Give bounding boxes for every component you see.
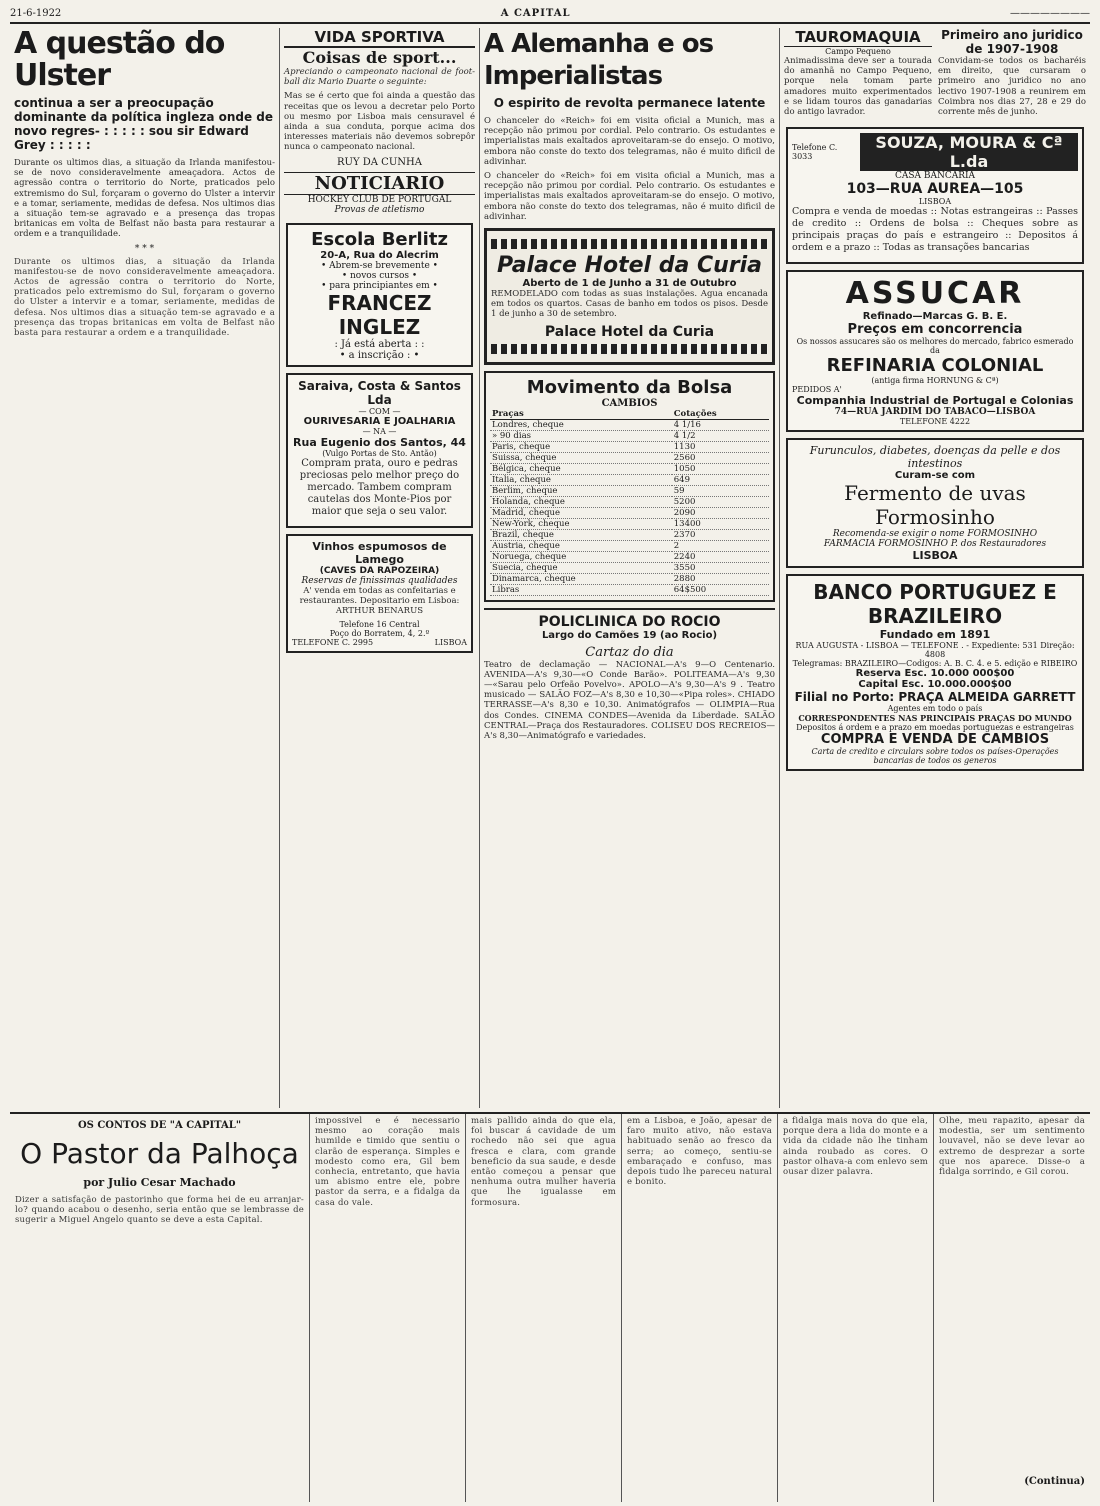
vinhos-sub: (CAVES DA RAPOZEIRA) (319, 565, 440, 576)
top-section (10, 28, 1090, 1108)
ad-vinhos (286, 534, 473, 654)
palace-open: Aberto de 1 de Junho a 31 de Outubro (522, 278, 737, 290)
bolsa-cotacao: 2240 (672, 551, 769, 562)
bolsa-cotacao: 64$500 (672, 584, 769, 595)
story-author: por Julio Cesar Machado (83, 1176, 236, 1189)
banco-reserva: Reserva Esc. 10.000 000$00 (855, 668, 1015, 680)
assucar-title: ASSUCAR (845, 276, 1025, 312)
story-column-5 (778, 1114, 934, 1502)
story-text-3: mais pallido ainda do que ela, foi buscar á cavidade de um rochedo não sei que agua fresca e clara, com grande beneficio da sua saude, e desde então começou a pensar que nenhuma outra mulher haveria que lhe igualasse em formosura. (471, 1116, 616, 1208)
bolsa-praca: Suecia, cheque (490, 562, 672, 573)
ulster-headline: A questão do Ulster (14, 28, 225, 93)
palace-title: Palace Hotel da Curia (496, 253, 763, 279)
banco-filial: Filial no Porto: PRAÇA ALMEIDA GARRETT (794, 690, 1076, 705)
story-column-1 (10, 1114, 310, 1502)
berlitz-line2: • novos cursos • (341, 270, 418, 281)
bolsa-praca: Dinamarca, cheque (490, 573, 672, 584)
berlitz-title: Escola Berlitz (311, 228, 448, 250)
bolsa-title: Movimento da Bolsa (526, 376, 733, 398)
bolsa-row (490, 584, 769, 595)
bolsa-praca: New-York, cheque (490, 518, 672, 529)
banco-compra: COMPRA E VENDA DE CAMBIOS (820, 732, 1050, 748)
palace-border-bottom (491, 344, 768, 354)
ad-escola-berlitz (286, 223, 473, 367)
bolsa-praca: Libras (490, 584, 672, 595)
tauromaquia-block (784, 28, 932, 121)
bolsa-row (490, 551, 769, 562)
souza-sub: CASA BANCARIA (894, 171, 976, 182)
masthead-paper-name: A CAPITAL (500, 7, 571, 19)
banco-capital: Capital Esc. 10.000.000$00 (858, 679, 1012, 691)
companhia-tel: TELEFONE 4222 (899, 417, 971, 427)
bolsa-cotacao: 3550 (672, 562, 769, 573)
bolsa-row (490, 540, 769, 551)
hockey-club-title: HOCKEY CLUB DE PORTUGAL (307, 194, 452, 205)
souza-title: SOUZA, MOURA & Cª L.da (860, 133, 1078, 171)
banco-title: BANCO PORTUGUEZ E BRAZILEIRO (813, 580, 1057, 629)
bolsa-row (490, 529, 769, 540)
bolsa-cotacao: 4 1/16 (672, 419, 769, 430)
masthead (10, 6, 1090, 24)
ad-formosinho (786, 438, 1084, 568)
vida-sportiva-header: VIDA SPORTIVA (284, 28, 475, 48)
bottom-section (10, 1112, 1090, 1502)
curam-text: Curam-se com (894, 470, 976, 482)
column-vida-sportiva (280, 28, 480, 1108)
column-alemanha (480, 28, 780, 1108)
assucar-body: Os nossos assucares são os melhores do mercado, fabrico esmerado da (796, 337, 1074, 356)
provas-subtitle: Provas de atletismo (334, 204, 425, 215)
banco-telegramas: Telegramas: BRAZILEIRO—Codigos: A. B. C. 4. e 5. edição e RIBEIRO (792, 659, 1078, 669)
vinhos-tag: Reservas de finissimas qualidades (301, 575, 458, 586)
vinhos-address: Poço do Borratem, 4, 2.º (329, 629, 430, 639)
banco-depositos: Depositos á ordem e a prazo em moedas portuguezas e estrangeiras (796, 723, 1074, 733)
bolsa-col-header: Cotações (672, 409, 769, 420)
bolsa-row (490, 496, 769, 507)
berlitz-line3: • para principiantes em • (321, 280, 438, 291)
bolsa-cotacao: 4 1/2 (672, 430, 769, 441)
bolsa-row (490, 562, 769, 573)
bolsa-praca: Bélgica, cheque (490, 463, 672, 474)
vida-sportiva-title: Coisas de sport... (302, 48, 457, 67)
vinhos-tel: TELEFONE C. 2995 (292, 638, 374, 648)
banco-address: RUA AUGUSTA - LISBOA — TELEFONE . - Expediente: 531 Direção: 4808 (795, 641, 1075, 660)
masthead-date: 21-6-1922 (10, 7, 62, 19)
banco-correspondentes: CORRESPONDENTES NAS PRINCIPAIS PRAÇAS DO MUNDO (798, 713, 1072, 724)
bolsa-praca: Londres, cheque (490, 419, 672, 430)
furunculos-text: Furunculos, diabetes, doenças da pelle e dos intestinos (809, 444, 1061, 471)
bolsa-praca: Suissa, cheque (490, 452, 672, 463)
vida-sportiva-byline: RUY DA CUNHA (337, 156, 422, 168)
story-text-2: impossivel e é necessario mesmo ao coração mais humilde e timido que sentiu o clarão de esperança. Simples e modesto como era, Gil bem conhecia, entretanto, que havia um abismo entre ele, pobre pastor da serra, e a fidalga da casa do vale. (315, 1116, 460, 1208)
souza-phone: Telefone C. 3033 (792, 143, 838, 162)
ulster-separator: * * * (134, 243, 155, 254)
tauromaquia-body: Animadissima deve ser a tourada do amanhã no Campo Pequeno, porque nela tomam parte amadores muito experimentados e se lidam touros das ganadarias do antigo lavrador. (784, 56, 932, 118)
companhia-address: 74—RUA JARDIM DO TABACO—LISBOA (834, 407, 1036, 418)
refinaria-title: REFINARIA COLONIAL (826, 355, 1044, 377)
story-column-2 (310, 1114, 466, 1502)
bolsa-row (490, 485, 769, 496)
story-column-3 (466, 1114, 622, 1502)
vinhos-city: LISBOA (434, 638, 467, 648)
pedidos-label: PEDIDOS A' (792, 385, 842, 395)
cartaz-body: Teatro de declamação — NACIONAL—A's 9—O Centenario. AVENIDA—A's 9,30—«O Conde Barão». POLITEAMA—A's 9,30 —«Sarau pelo Orfeão Povelvo». APOLO—A's 9,30—A's 9 . Teatro musicado — SALÃO FOZ—A's 8,30 e 10,30—«Pipa roles». CHIADO TERRASSE—A's 8,30 e 10,30. Animatógrafos — OLIMPIA—Rua dos Condes. CINEMA CONDES—Avenida da Liberdade. SALÃO CENTRAL—Praça dos Restauradores. COLISEU DOS RECREIOS—A's 8,30—Animatógrafo e variedades. (484, 659, 775, 742)
ad-palace-hotel (484, 228, 775, 365)
bolsa-cotacao: 1130 (672, 441, 769, 452)
vinhos-body: A' venda em todas as confeitarias e restaurantes. Depositario em Lisboa: ARTHUR BENARUS (299, 585, 460, 617)
saraiva-address: Rua Eugenio dos Santos, 44 (293, 435, 466, 449)
palace-body: REMODELADO com todas as suas instalações. Agua encanada em todos os quartos. Casas de banho em todos os pisos. Desde 1 de junho a 30 de setembro. (491, 289, 768, 320)
bolsa-col-header: Praças (490, 409, 672, 420)
ad-banco (786, 574, 1084, 771)
bolsa-cotacao: 1050 (672, 463, 769, 474)
story-column-4 (622, 1114, 778, 1502)
policlinica-title: POLICLINICA DO ROCIO (538, 613, 721, 630)
bolsa-cotacao: 59 (672, 485, 769, 496)
tauromaquia-title: TAUROMAQUIA (784, 28, 932, 47)
ulster-body-continued: Durante os ultimos dias, a situação da Irlanda manifestou-se de novo consideravelmente ameaçadora. Actos de agressão contra o territorio do Norte, praticados pelo extremismo do Sul, forçaram o governo do Ulster a intervir e a tomar, seriamente, medidas de defesa. Nos ultimos dias a situação tem-se agravado e a presença das tropas britanicas em volta de Belfast não basta para restaurar a ordem e a tranquilidade. (14, 256, 275, 339)
story-text-5: a fidalga mais nova do que ela, porque dera a lida do monte e a vida da cidade não lhe tinham ainda roubado as cores. O pastor olhava-a com enlevo sem ousar dizer palavra. (783, 1116, 928, 1178)
bolsa-row (490, 452, 769, 463)
bolsa-praca: Italia, cheque (490, 474, 672, 485)
assucar-sub: Refinado—Marcas G. B. E. (862, 311, 1008, 323)
bolsa-praca: Holanda, cheque (490, 496, 672, 507)
story-text-6: Olhe, meu rapazito, apesar da modestia, ser um sentimento louvavel, não se deve levar ao extremo de desprezar a sorte que nos aparece. Disse-o a fidalga sorrindo, e Gil corou. (939, 1116, 1085, 1178)
story-title: O Pastor da Palhoça (20, 1137, 299, 1170)
story-continua: (Continua) (1024, 1476, 1085, 1487)
story-kicker: OS CONTOS DE "A CAPITAL" (77, 1120, 242, 1131)
bolsa-subtitle: CAMBIOS (601, 397, 658, 409)
souza-body: Compra e venda de moedas :: Notas estrangeiras :: Passes de credito :: Ordens de bolsa :: Cheques sobre as principais praças do país e estrangeiro :: Depositos á ordem e a prazo :: Todas as transações bancarias (792, 206, 1078, 254)
ulster-subheadline: continua a ser a preocupação dominante da política ingleza onde de novo regres- : : : : : sou sir Edward Grey : : : : : (14, 96, 274, 152)
palace-footer: Palace Hotel da Curia (544, 323, 715, 340)
berlitz-address: 20-A, Rua do Alecrim (320, 249, 439, 261)
alemanha-body-2: O chanceler do «Reich» foi em visita oficial a Munich, mas a recepção não primou por cordial. Pelo contrario. Os estudantes e imperialistas mais exaltados aproveitaram-se do ensejo. O motivo, embora não conste do texto dos telegramas, não é muito dificil de adivinhar. (484, 171, 775, 222)
primeiro-ano-body: Convidam-se todos os bacharéis em direito, que cursaram o primeiro ano juridico no ano lectivo 1907-1908 a reunirem em Coimbra nos dias 27, 28 e 29 do corrente mês de junho. (938, 56, 1086, 118)
bolsa-row (490, 419, 769, 430)
ad-assucar (786, 270, 1084, 432)
bolsa-row (490, 430, 769, 441)
bolsa-cotacao: 2090 (672, 507, 769, 518)
bolsa-box (484, 371, 775, 602)
bolsa-table (490, 409, 769, 596)
ad-saraiva (286, 373, 473, 528)
story-lead: Dizer a satisfação de pastorinho que forma hei de eu arranjar-lo? quando acabou o desenho, seria então que se lembrasse de sugerir a Miguel Angelo quanto se deve a esta Capital. (15, 1195, 304, 1226)
bolsa-cotacao: 2370 (672, 529, 769, 540)
bolsa-row (490, 474, 769, 485)
banco-founded: Fundado em 1891 (879, 628, 991, 642)
saraiva-body: Compram prata, ouro e pedras preciosas pelo melhor preço do mercado. Tambem compram cautelas dos Monte-Pios por maior que seja o seu valor. (299, 457, 460, 517)
bolsa-row (490, 507, 769, 518)
bolsa-cotacao: 2 (672, 540, 769, 551)
column-ulster (10, 28, 280, 1108)
bolsa-cotacao: 2880 (672, 573, 769, 584)
alemanha-headline: A Alemanha e os Imperialistas (484, 29, 714, 91)
policlinica-address: Largo do Camões 19 (ao Rocio) (541, 629, 718, 641)
souza-city: LISBOA (918, 197, 952, 207)
refinaria-sub: (antiga firma HORNUNG & Cª) (871, 376, 999, 386)
berlitz-line1: • Abrem-se brevemente • (320, 260, 438, 271)
banco-agentes: Agentes em todo o país (887, 704, 983, 714)
bolsa-praca: Madrid, cheque (490, 507, 672, 518)
bolsa-cotacao: 2560 (672, 452, 769, 463)
column-ads (780, 28, 1090, 1108)
bolsa-row (490, 441, 769, 452)
berlitz-status: : Já está aberta : : (334, 338, 425, 350)
primeiro-ano-title: Primeiro ano juridico de 1907-1908 (941, 28, 1083, 56)
palace-border-top (491, 239, 768, 249)
bolsa-row (490, 518, 769, 529)
banco-carta: Carta de credito e circulars sobre todos os países-Operações bancarias de todos os generos (811, 747, 1059, 766)
bolsa-praca: » 90 dias (490, 430, 672, 441)
bolsa-praca: Austria, cheque (490, 540, 672, 551)
saraiva-title: Saraiva, Costa & Santos Lda (298, 378, 461, 407)
berlitz-francez: FRANCEZ (327, 290, 432, 315)
bolsa-row (490, 463, 769, 474)
farmacia-city: LISBOA (912, 549, 958, 563)
bolsa-row (490, 573, 769, 584)
bolsa-cotacao: 649 (672, 474, 769, 485)
bolsa-praca: Noruega, cheque (490, 551, 672, 562)
vinhos-title: Vinhos espumosos de Lamego (312, 539, 447, 566)
assucar-prices: Preços em concorrencia (847, 322, 1023, 338)
formosinho-recommend: Recomenda-se exigir o nome FORMOSINHO (832, 529, 1038, 540)
story-column-6 (934, 1114, 1090, 1502)
berlitz-inglez: INGLEZ (338, 314, 421, 339)
bolsa-cotacao: 13400 (672, 518, 769, 529)
masthead-rule: ———————— (1009, 7, 1090, 19)
noticiario-header: NOTICIARIO (284, 172, 475, 195)
berlitz-enrol: • a inscrição : • (339, 349, 420, 361)
saraiva-sub: — COM — (358, 406, 401, 416)
vida-sportiva-body: Mas se é certo que foi ainda a questão das receitas que os levou a decretar pelo Porto ou mesmo por Lisboa mais censuravel é ainda a sua conduta, porque acima dos interesses materiais não devemos sobrepôr nunca o campeonato nacional. (284, 91, 475, 153)
bolsa-cotacao: 5200 (672, 496, 769, 507)
vinhos-phone: Telefone 16 Central (339, 620, 420, 630)
saraiva-sep: — NA — (362, 426, 397, 436)
vida-sportiva-intro: Apreciando o campeonato nacional de foot-ball diz Mario Duarte o seguinte: (284, 67, 475, 88)
alemanha-body: O chanceler do «Reich» foi em visita oficial a Munich, mas a recepção não primou por cordial. Pelo contrario. Os estudantes e imperialistas mais exaltados aproveitaram-se do ensejo. O motivo, embora não conste do texto dos telegramas, não é muito dificil de adivinhar. (484, 116, 775, 167)
policlinica-block (484, 608, 775, 742)
bolsa-praca: Brazil, cheque (490, 529, 672, 540)
alemanha-subheadline: O espirito de revolta permanece latente (493, 96, 766, 110)
bolsa-praca: Berlim, cheque (490, 485, 672, 496)
saraiva-trade: OURIVESARIA E JOALHARIA (303, 415, 456, 427)
fermento-title: Fermento de uvas Formosinho (844, 481, 1026, 530)
ad-souza-moura (786, 127, 1084, 264)
cartaz-title: Cartaz do dia (585, 644, 674, 660)
primeiro-ano-block (938, 28, 1086, 121)
story-text-4: em a Lisboa, e João, apesar de faro muito ativo, não estava habituado senão ao fresco da serra; ao começo, sentiu-se embaraçado e confuso, mas depois tudo lhe pareceu natural e bonito. (627, 1116, 772, 1188)
farmacia-text: FARMACIA FORMOSINHO P. dos Restauradores (823, 539, 1047, 550)
souza-address: 103—RUA AUREA—105 (846, 181, 1024, 198)
bolsa-praca: Paris, cheque (490, 441, 672, 452)
companhia-title: Companhia Industrial de Portugal e Colonias (796, 394, 1074, 408)
ulster-body: Durante os ultimos dias, a situação da Irlanda manifestou-se de novo consideravelmente ameaçadora. Actos de agressão contra o territorio do Norte, praticados pelo extremismo do Sul, forçaram o governo do Ulster a intervir e a tomar, seriamente, medidas de defesa. Nos ultimos dias a situação tem-se agravado e a presença das tropas britanicas em volta de Belfast não basta para restaurar a ordem e a tranquilidade. (14, 158, 275, 240)
saraiva-address2: (Vulgo Portas de Sto. Antão) (322, 448, 437, 458)
tauromaquia-sub: Campo Pequeno (825, 47, 891, 56)
